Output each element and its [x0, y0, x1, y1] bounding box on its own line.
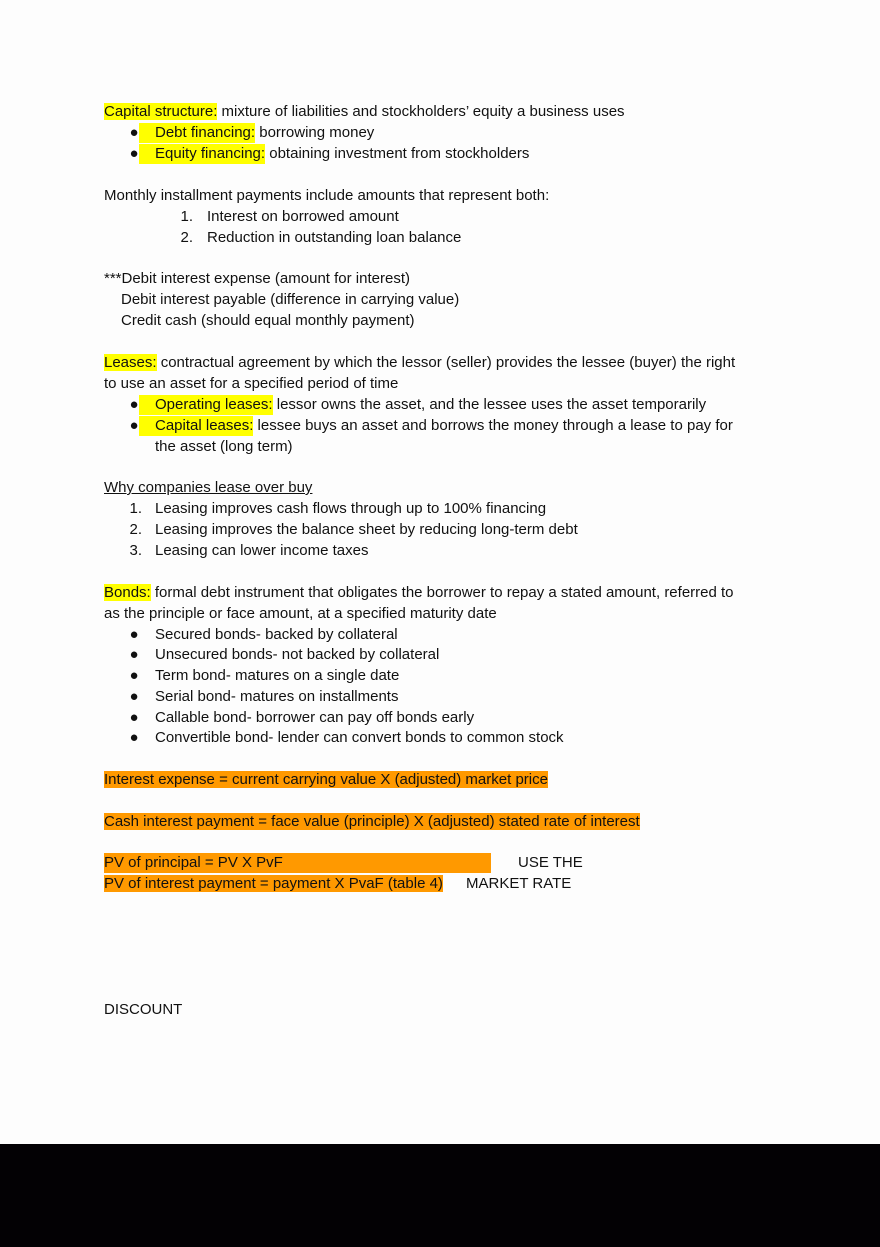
journal-line: Debit interest payable (difference in carrying value) — [121, 291, 460, 308]
bullet-icon: ● — [129, 667, 139, 684]
list-item — [0, 645, 880, 665]
pv-principal-formula — [104, 853, 491, 873]
capital-leases-text: lessee buys an asset and borrows the money through a lease to pay for — [253, 417, 733, 434]
list-item — [0, 708, 880, 728]
leases-definition-cont: to use an asset for a specified period of time — [104, 375, 399, 392]
capital-structure-definition: mixture of liabilities and stockholders’ equity a business uses — [217, 103, 625, 120]
equity-financing-text: obtaining investment from stockholders — [265, 145, 530, 162]
discount-label: DISCOUNT — [104, 1001, 183, 1018]
list-text: Leasing improves cash flows through up to 100% financing — [155, 500, 547, 517]
list-text: Leasing can lower income taxes — [155, 542, 369, 559]
list-item — [0, 728, 880, 748]
list-number: 2. — [180, 229, 193, 246]
list-item — [0, 666, 880, 686]
list-number: 2. — [129, 521, 142, 538]
bonds-definition-cont: as the principle or face amount, at a specified maturity date — [104, 605, 497, 622]
pv-interest-text: PV of interest payment = payment X PvaF (table 4) — [104, 875, 443, 892]
list-item — [0, 687, 880, 707]
leases-term: Leases: — [104, 354, 157, 371]
bullet-icon: ● — [129, 729, 139, 746]
list-text: Interest on borrowed amount — [207, 208, 399, 225]
list-text: Leasing improves the balance sheet by reducing long-term debt — [155, 521, 578, 538]
market-rate-note-line1: USE THE — [518, 854, 583, 871]
list-number: 1. — [180, 208, 193, 225]
bonds-line — [104, 583, 734, 603]
bullet-icon: ● — [129, 145, 139, 162]
debt-financing-text: borrowing money — [255, 124, 375, 141]
bullet-icon: ● — [129, 709, 139, 726]
list-text: Unsecured bonds- not backed by collateral — [155, 646, 440, 663]
list-item — [0, 499, 880, 519]
equity-financing-term: Equity financing: — [139, 144, 265, 164]
bullet-icon: ● — [129, 688, 139, 705]
list-item — [0, 123, 880, 143]
list-number: 1. — [129, 500, 142, 517]
bonds-term: Bonds: — [104, 584, 151, 601]
cash-interest-text: Cash interest payment = face value (principle) X (adjusted) stated rate of interest — [104, 813, 640, 830]
bottom-black-bar — [0, 1144, 880, 1247]
installments-intro: Monthly installment payments include amounts that represent both: — [104, 187, 550, 204]
bullet-icon: ● — [129, 124, 139, 141]
pv-principal-text: PV of principal = PV X PvF — [104, 853, 491, 873]
list-number: 3. — [129, 542, 142, 559]
market-rate-note-line2: MARKET RATE — [466, 875, 572, 892]
capital-structure-term: Capital structure: — [104, 103, 218, 120]
list-text: Secured bonds- backed by collateral — [155, 626, 398, 643]
list-item — [0, 520, 880, 540]
bonds-definition: formal debt instrument that obligates the borrower to repay a stated amount, referred to — [150, 584, 734, 601]
pv-interest-formula — [104, 874, 443, 894]
leases-definition: contractual agreement by which the lessor (seller) provides the lessee (buyer) the right — [156, 354, 736, 371]
list-item — [0, 228, 880, 248]
capital-structure-line — [104, 102, 625, 122]
bullet-icon: ● — [129, 396, 139, 413]
list-text: Convertible bond- lender can convert bonds to common stock — [155, 729, 564, 746]
interest-expense-text: Interest expense = current carrying value X (adjusted) market price — [104, 771, 548, 788]
list-text: Callable bond- borrower can pay off bonds early — [155, 709, 475, 726]
list-item — [0, 416, 880, 436]
bullet-icon: ● — [129, 646, 139, 663]
capital-leases-term: Capital leases: — [139, 416, 253, 436]
list-item — [0, 207, 880, 227]
list-text: Term bond- matures on a single date — [155, 667, 400, 684]
cash-interest-formula — [104, 812, 640, 832]
list-text: Serial bond- matures on installments — [155, 688, 399, 705]
journal-line: Credit cash (should equal monthly payment) — [121, 312, 415, 329]
bullet-icon: ● — [129, 417, 139, 434]
leases-line — [104, 353, 735, 373]
interest-expense-formula — [104, 770, 548, 790]
debt-financing-term: Debt financing: — [139, 123, 255, 143]
list-item — [0, 625, 880, 645]
why-lease-heading: Why companies lease over buy — [104, 479, 313, 496]
bullet-icon: ● — [129, 626, 139, 643]
capital-leases-text-cont: the asset (long term) — [155, 438, 293, 455]
journal-line: ***Debit interest expense (amount for interest) — [104, 270, 410, 287]
list-item — [0, 144, 880, 164]
operating-leases-text: lessor owns the asset, and the lessee uses the asset temporarily — [272, 396, 707, 413]
list-text: Reduction in outstanding loan balance — [207, 229, 462, 246]
operating-leases-term: Operating leases: — [139, 395, 273, 415]
list-item — [0, 395, 880, 415]
list-item — [0, 541, 880, 561]
